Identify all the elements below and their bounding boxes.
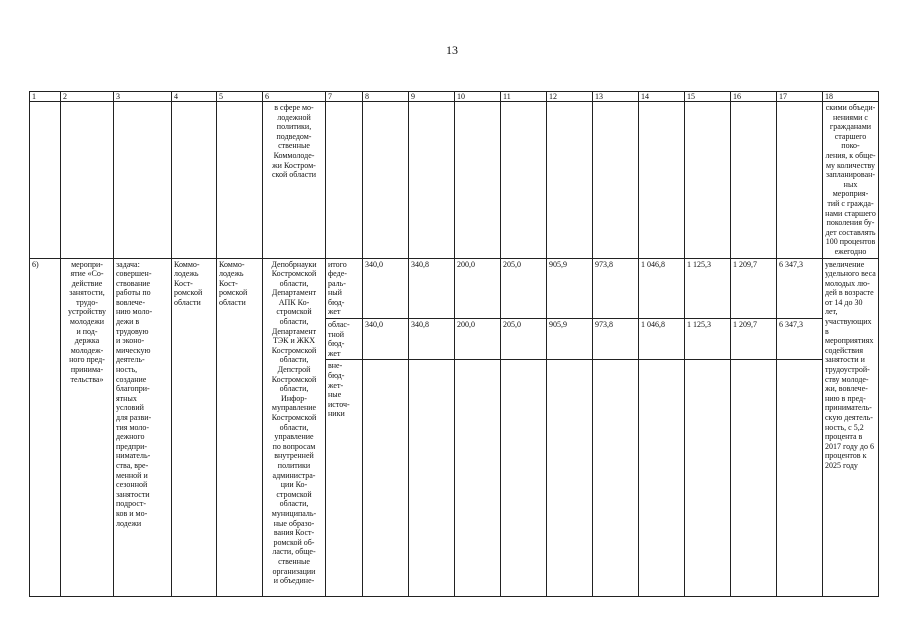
column-number: 3 xyxy=(114,92,172,102)
value-cell: 200,0 xyxy=(455,258,501,319)
value-cell: 200,0 xyxy=(455,319,501,360)
column-number: 11 xyxy=(501,92,547,102)
value-cell: 205,0 xyxy=(501,258,547,319)
funding-source-regional: облас- тной бюд- жет xyxy=(328,320,350,358)
measure-task: задача: совершен- ствование работы по вовлече- нию моло- дежи в трудовую и эконо- мическую деятель- ность, создание благопри- ятных условий для разви- тия моло- дежного предпри- ниматель- ства, вре- менной и сезонной занятости подрост- ков и мо- лодежи xyxy=(116,259,153,528)
column-number: 15 xyxy=(685,92,731,102)
value-cell xyxy=(777,360,823,597)
value-cell xyxy=(547,360,593,597)
row-number: 6) xyxy=(32,259,39,269)
responsible-executor: Коммо- лодежь Кост- ромской области xyxy=(174,259,203,307)
value-cell: 973,8 xyxy=(593,258,639,319)
column-number: 10 xyxy=(455,92,501,102)
value-cell xyxy=(409,360,455,597)
value-cell: 340,0 xyxy=(363,319,409,360)
value-cell: 1 209,7 xyxy=(731,258,777,319)
funding-source-total-federal: итого феде- раль- ный бюд- жет xyxy=(328,259,347,317)
column-number: 17 xyxy=(777,92,823,102)
value-cell: 905,9 xyxy=(547,319,593,360)
column-number: 8 xyxy=(363,92,409,102)
column-number: 5 xyxy=(217,92,263,102)
column-number: 1 xyxy=(30,92,61,102)
column-number: 14 xyxy=(639,92,685,102)
column-number: 7 xyxy=(326,92,363,102)
value-cell: 1 046,8 xyxy=(639,319,685,360)
column-number: 6 xyxy=(263,92,326,102)
program-table xyxy=(29,91,879,597)
continuation-result: скими объеди- нениями с гражданами старшего поко- ления, к обще- му количеству запланирован- ных мероприя- тий с гражда- нами старшего поколения бу- дет составлять 100 процентов ежегодно xyxy=(825,103,876,256)
value-cell: 905,9 xyxy=(547,258,593,319)
value-cell: 1 046,8 xyxy=(639,258,685,319)
column-number-row xyxy=(30,92,879,102)
value-cell: 205,0 xyxy=(501,319,547,360)
column-number: 16 xyxy=(731,92,777,102)
value-cell xyxy=(593,360,639,597)
column-number: 12 xyxy=(547,92,593,102)
coordinator: Коммо- лодежь Кост- ромской области xyxy=(219,259,248,307)
column-number: 18 xyxy=(823,92,879,102)
expected-result: увеличение удельного веса молодых лю- дей в возрасте от 14 до 30 лет, участвующих в мероприятиях содействия занятости и трудоустрой- ству молоде- жи, вовлече- нию в пред- приниматель- скую деятель- ность, с 5,2 процента в 2017 году до 6 процентов к 2025 году xyxy=(825,259,876,470)
column-number: 2 xyxy=(61,92,114,102)
continuation-row xyxy=(30,102,879,259)
column-number: 4 xyxy=(172,92,217,102)
value-cell xyxy=(731,360,777,597)
column-number: 9 xyxy=(409,92,455,102)
continuation-executors: в сфере мо- лодежной политики, подведом- ственные Коммолоде- жи Костром- ской области xyxy=(271,103,317,180)
funding-source-extrabudgetary: вне- бюд- жет- ные источ- ники xyxy=(328,361,350,419)
value-cell: 6 347,3 xyxy=(777,258,823,319)
value-cell xyxy=(685,360,731,597)
value-cell xyxy=(639,360,685,597)
value-cell xyxy=(501,360,547,597)
value-cell: 1 125,3 xyxy=(685,258,731,319)
value-cell: 973,8 xyxy=(593,319,639,360)
value-cell xyxy=(455,360,501,597)
co-executors: Депобрнауки Костромской области, Департамент АПК Ко- стромской области, Департамент ТЭК и ЖКХ Костромской области, Депстрой Костромской области, Инфор- муправление Костромской области, управление по вопросам внутренней политики администра- ции Ко- стромской области, муниципаль- ные образо- вания Кост- ромской об- ласти, обще- ственные организации и объедине- xyxy=(271,259,317,586)
measure-row xyxy=(30,258,879,319)
value-cell: 1 209,7 xyxy=(731,319,777,360)
value-cell: 6 347,3 xyxy=(777,319,823,360)
measure-name: меропри- ятие «Со- действие занятости, трудо- устройству молодежи и под- держка молодеж- ного пред- принима- тельства» xyxy=(68,259,106,384)
value-cell: 340,8 xyxy=(409,319,455,360)
value-cell: 1 125,3 xyxy=(685,319,731,360)
value-cell: 340,0 xyxy=(363,258,409,319)
page-number: 13 xyxy=(446,43,458,57)
column-number: 13 xyxy=(593,92,639,102)
value-cell: 340,8 xyxy=(409,258,455,319)
value-cell xyxy=(363,360,409,597)
